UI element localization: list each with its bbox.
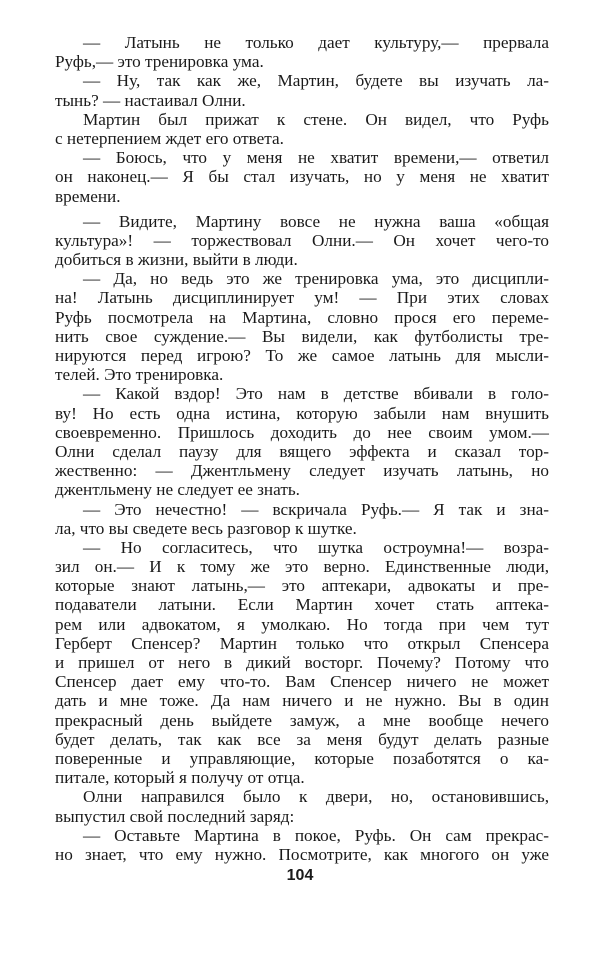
text-line: с нетерпением ждет его ответа. — [55, 128, 284, 148]
text-line: джентльмену не следует ее знать. — [55, 480, 300, 500]
text-line: — Боюсь, что у меня не хватит времени,— ответил — [83, 148, 549, 168]
text-line: тынь? — настаивал Олни. — [55, 90, 246, 110]
text-line: — Да, но ведь это же тренировка ума, это дисципли- — [83, 269, 549, 289]
text-line: добиться в жизни, выйти в люди. — [55, 250, 298, 270]
text-line: и пришел от него в дикий восторг. Почему? Потому что — [55, 653, 549, 672]
text-line: на! Латынь дисциплинирует ум! — При этих словах — [55, 288, 549, 308]
paragraph — [55, 148, 549, 206]
paragraph — [55, 269, 549, 384]
text-line: своевременно. Пришлось доходить до нее своим умом.— — [55, 422, 549, 442]
text-line: поверенные и управляющие, которые позаботятся о ка- — [55, 748, 549, 768]
text-line: будет делать, так как все за меня будут делать разные — [55, 729, 549, 749]
text-line: Руфь,— это тренировка ума. — [55, 52, 264, 72]
text-line: нируются перед игрою? То же самое латынь для мысли- — [55, 346, 549, 365]
text-line: ву! Но есть одна истина, которую забыли нам внушить — [55, 403, 549, 423]
paragraph — [55, 33, 549, 71]
text-line: питале, который я получу от отца. — [55, 768, 305, 788]
paragraph — [55, 71, 549, 109]
text-line: Герберт Спенсер? Мартин только что открыл Спенсера — [55, 633, 549, 653]
text-line: культура»! — торжествовал Олни.— Он хочет чего-то — [55, 230, 549, 250]
text-line: — Ну, так как же, Мартин, будете вы изучать ла- — [83, 71, 549, 91]
paragraph — [55, 826, 549, 864]
text-line: телей. Это тренировка. — [55, 365, 224, 385]
text-line: прекрасный день выйдете замуж, а мне вообще нечего — [55, 710, 549, 730]
text-line: жественно: — Джентльмену следует изучать латынь, но — [55, 461, 549, 481]
text-line: — Но согласитесь, что шутка остроумна!— возра- — [83, 537, 549, 557]
text-line: рем или адвокатом, я умолкаю. Но тогда при чем тут — [55, 614, 549, 634]
page-number: 104 — [286, 867, 314, 884]
text-line: — Видите, Мартину вовсе не нужна ваша «общая — [83, 211, 549, 231]
paragraph — [55, 500, 549, 538]
paragraph — [55, 538, 549, 787]
text-line: дать и мне тоже. Да нам ничего и не нужно. Вы в один — [55, 691, 549, 711]
paragraph — [55, 110, 549, 148]
book-page-text — [55, 33, 549, 864]
text-line: зил он.— И к тому же это верно. Единственные люди, — [55, 557, 549, 577]
text-line: — Это нечестно! — вскричала Руфь.— Я так и зна- — [83, 499, 549, 519]
text-line: которые знают латынь,— это аптекари, адвокаты и пре- — [55, 576, 549, 596]
text-line: Мартин был прижат к стене. Он видел, что Руфь — [83, 109, 549, 129]
text-line: он наконец.— Я бы стал изучать, но у меня не хватит — [55, 167, 549, 187]
text-line: времени. — [55, 186, 121, 206]
text-line: — Латынь не только дает культуру,— прервала — [83, 33, 549, 52]
paragraph — [55, 384, 549, 499]
text-line: Руфь посмотрела на Мартина, словно прося его переме- — [55, 307, 549, 327]
text-line: — Какой вздор! Это нам в детстве вбивали в голо- — [83, 384, 549, 404]
text-line: выпустил свой последний заряд: — [55, 806, 295, 826]
text-line: Спенсер дает ему что-то. Вам Спенсер ничего не может — [55, 672, 549, 692]
text-line: Олни направился было к двери, но, остановившись, — [83, 787, 549, 807]
text-line: нить свое суждение.— Вы видели, как футболисты тре- — [55, 326, 549, 346]
paragraph — [55, 787, 549, 825]
text-line: ла, что вы сведете весь разговор к шутке. — [55, 518, 357, 538]
paragraph — [55, 212, 549, 270]
text-line: но знает, что ему нужно. Посмотрите, как многого он уже — [55, 844, 549, 864]
text-line: — Оставьте Мартина в покое, Руфь. Он сам прекрас- — [83, 825, 549, 845]
text-line: Олни сделал паузу для вящего эффекта и сказал тор- — [55, 441, 549, 461]
text-line: подаватели латыни. Если Мартин хочет стать аптека- — [55, 595, 549, 615]
